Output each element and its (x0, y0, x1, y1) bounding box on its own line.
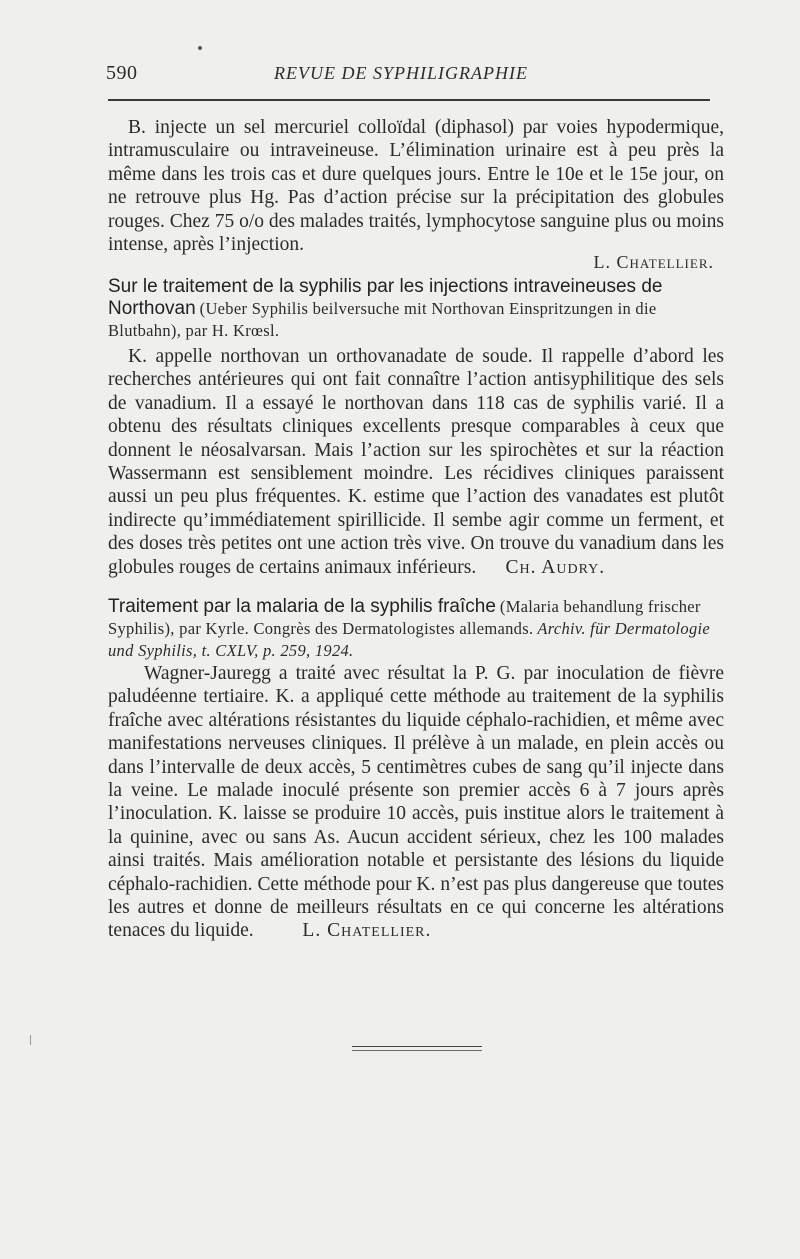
article-2-body (108, 345, 724, 579)
journal-title: REVUE DE SYPHILIGRAPHIE (274, 63, 528, 83)
end-rule (352, 1046, 482, 1047)
article-3-title: Traitement par la malaria de la syphilis fraîche (108, 596, 496, 617)
article-2-text: K. appelle northovan un orthovanadate de soude. Il rappelle d’abord les recherches antérieures qui ont fait connaître l’action antisyphilitique des sels de vanadium. Il a essayé le northovan dans 118 cas de syphilis varié. Il a obtenu des résultats cliniques excellents presque comparables à ceux que donnent le néosalvarsan. Mais l’action sur les spirochètes et sur la réaction Wassermann est sensiblement moindre. Les récidives cliniques paraissent aussi un peu plus fréquentes. K. estime que l’action des vanadates est plutôt indirecte qu’immédiatement spirillicide. Il sembe agir comme un ferment, et des doses très petites ont une action très vive. On trouve du vanadium dans les globules rouges de certains animaux inférieurs. (108, 346, 724, 578)
article-3-reference: (Malaria behandlung frischer Syphilis), par Kyrle. Congrès des Dermatologistes allemands. (108, 597, 701, 638)
article-3-source: Archiv. für Dermatologie und Syphilis, t. CXLV, p. 259, 1924. (108, 619, 711, 660)
section-1-body (108, 116, 724, 256)
article-3-heading (108, 596, 728, 662)
running-head (106, 62, 711, 94)
article-3-signature: L. Chatellier. (302, 920, 432, 942)
section-1-signature: L. Chatellier. (593, 252, 714, 272)
article-2-paragraph (108, 345, 724, 579)
header-rule (108, 99, 710, 101)
margin-mark (30, 1035, 31, 1045)
end-rule-secondary (352, 1050, 482, 1051)
article-2-heading (108, 276, 728, 342)
article-2-reference: (Ueber Syphilis beilversuche mit Northovan Einspritzungen in die Blutbahn), par H. Krœsl. (108, 299, 657, 340)
article-2-title: Sur le traitement de la syphilis par les injections intraveineuses de Northovan (108, 276, 663, 319)
article-2-signature: Ch. Audry. (505, 556, 606, 578)
page-number: 590 (106, 62, 138, 84)
article-3-body (108, 662, 724, 943)
section-1-paragraph: B. injecte un sel mercuriel colloïdal (diphasol) par voies hypodermique, intramusculaire ou intraveineuse. L’élimination urinaire est à peu près la même dans les trois cas et dure quelques jours. Entre le 10e et le 15e jour, on ne retrouve plus Hg. Pas d’action précise sur la précipitation des globules rouges. Chez 75 o/o des malades traités, lymphocytose sanguine plus ou moins intense, après l’injection. (108, 117, 724, 256)
ink-dot (198, 46, 202, 50)
article-3-paragraph (108, 662, 724, 943)
article-3-text: Wagner-Jauregg a traité avec résultat la P. G. par inoculation de fièvre paludéenne tertiaire. K. a appliqué cette méthode au traitement de la syphilis fraîche avec altérations résistantes du liquide céphalo-rachidien, et même avec manifestations nerveuses cliniques. Il prélève à un malade, en plein accès ou dans l’intervalle de deux accès, 5 centimètres cubes de sang qu’il injecte dans la veine. Le malade inoculé présente son premier accès 6 à 7 jours après l’inoculation. K. laisse se produire 10 accès, puis institue alors le traitement à la quinine, avec ou sans As. Aucun accident sérieux, chez les 100 malades ainsi traités. Mais amélioration notable et persistante des lésions du liquide céphalo-rachidien. Cette méthode pour K. n’est pas plus dangereuse que toutes les autres et donne de meilleurs résultats en ce qui concerne les altérations tenaces du liquide. (108, 663, 724, 942)
